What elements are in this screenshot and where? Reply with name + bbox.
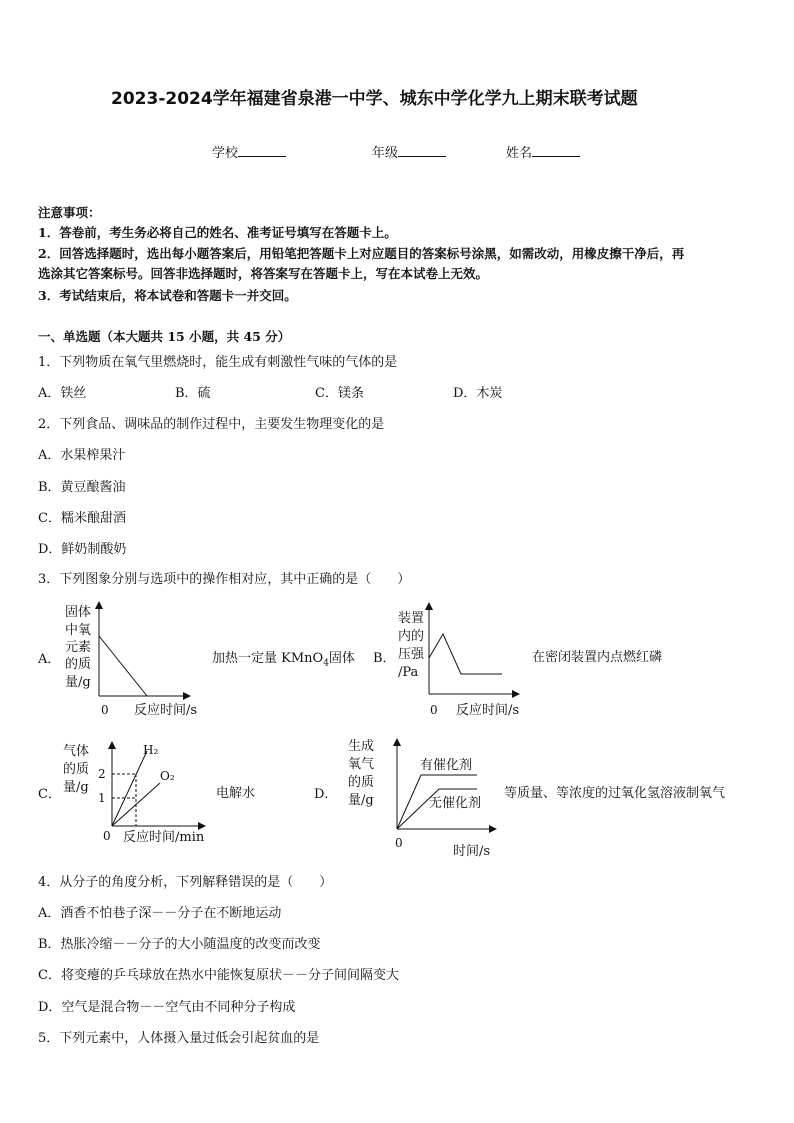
q4-option-d[interactable]: D．空气是混合物－－空气由不同种分子构成 (38, 1000, 296, 1015)
graph-a-ylabel (65, 604, 91, 690)
name-blank[interactable] (532, 144, 580, 157)
h2-line (112, 751, 147, 826)
q2-option-a[interactable]: A．水果榨果汁 (38, 448, 126, 463)
section-heading: 一、单选题（本大题共 15 小题，共 45 分） (38, 329, 291, 344)
ylabel-line: 气体 (63, 744, 90, 759)
no-catalyst-label: 无催化剂 (429, 796, 482, 811)
o2-label: O₂ (160, 769, 175, 783)
q4-option-a[interactable]: A．酒香不怕巷子深－－分子在不断地运动 (38, 906, 282, 921)
q3-option-c-desc: 电解水 (216, 786, 256, 801)
ylabel-line: 元素 (65, 640, 92, 655)
y-tick-label: 2 (98, 767, 106, 781)
q3-option-a-desc (212, 651, 355, 669)
graph-d-ylabel (348, 738, 374, 808)
y-axis-arrow (425, 602, 433, 610)
school-blank[interactable] (238, 144, 286, 157)
q1-option-c[interactable]: C．镁条 (315, 386, 364, 401)
ylabel-line: 量/g (348, 793, 374, 808)
q3-option-c-letter[interactable]: C． (38, 787, 61, 802)
x-axis-label: 时间/s (453, 844, 491, 859)
ylabel-line: 固体 (65, 605, 92, 620)
ylabel-line: 量/g (63, 780, 89, 795)
ylabel-line: 内的 (398, 629, 425, 644)
y-axis-arrow (108, 741, 116, 749)
question-4-stem: 4．从分子的角度分析，下列解释错误的是（ ） (38, 875, 333, 890)
q3-option-a-letter[interactable]: A． (38, 652, 61, 667)
q3-option-b-desc: 在密闭装置内点燃红磷 (532, 650, 663, 665)
origin-label: 0 (101, 703, 109, 717)
y-tick-label: 1 (98, 791, 106, 805)
x-axis-arrow (512, 690, 520, 698)
desc-subscript: 4 (323, 658, 329, 669)
q3-graph-c (60, 738, 230, 848)
question-5-stem: 5．下列元素中，人体摄入量过低会引起贫血的是 (38, 1031, 320, 1046)
origin-label: 0 (430, 703, 438, 717)
question-3-stem: 3．下列图象分别与选项中的操作相对应，其中正确的是（ ） (38, 572, 411, 587)
q4-option-c[interactable]: C．将变瘪的乒乓球放在热水中能恢复原状－－分子间间隔变大 (38, 968, 399, 983)
x-axis-label: 反应时间/s (134, 703, 198, 718)
q1-option-b[interactable]: B．硫 (175, 386, 211, 401)
note-item: 3．考试结束后，将本试卷和答题卡一并交回。 (38, 288, 297, 303)
q1-option-d[interactable]: D．木炭 (453, 386, 503, 401)
ylabel-line: 装置 (398, 611, 425, 626)
q4-option-b[interactable]: B．热胀冷缩－－分子的大小随温度的改变而改变 (38, 937, 321, 952)
school-field[interactable] (212, 142, 286, 161)
grade-label: 年级 (372, 146, 399, 161)
notes-heading: 注意事项： (38, 205, 101, 220)
x-axis-arrow (489, 825, 497, 833)
ylabel-line: 氧气 (348, 757, 375, 772)
page-title: 2023-2024学年福建省泉港一中学、城东中学化学九上期末联考试题 (111, 89, 638, 109)
note-item: 1．答卷前，考生务必将自己的姓名、准考证号填写在答题卡上。 (38, 225, 397, 240)
h2-label: H₂ (143, 743, 159, 757)
y-axis-arrow (95, 601, 103, 609)
q2-option-d[interactable]: D．鲜奶制酸奶 (38, 542, 127, 557)
curve-line (99, 636, 147, 696)
origin-label: 0 (103, 829, 111, 843)
desc-text: 固体 (328, 651, 355, 666)
ylabel-line: 量/g (65, 675, 91, 690)
q3-option-d-desc: 等质量、等浓度的过氧化氢溶液制氧气 (504, 786, 726, 801)
ylabel-line: 的质 (65, 657, 92, 672)
q3-option-d-letter[interactable]: D． (314, 787, 338, 802)
q3-graph-d (345, 733, 525, 863)
note-item: 2．回答选择题时，选出每小题答案后，用铅笔把答题卡上对应题目的答案标号涂黑，如需改动，用橡皮擦干净后，再 (38, 246, 685, 261)
x-axis-label: 反应时间/s (456, 703, 520, 718)
grade-blank[interactable] (398, 144, 446, 157)
curve-line (429, 634, 502, 674)
ylabel-line: 的质 (348, 775, 375, 790)
ylabel-line: 中氧 (65, 623, 92, 638)
note-item: 选涂其它答案标号。回答非选择题时，将答案写在答题卡上，写在本试卷上无效。 (38, 266, 489, 281)
school-label: 学校 (212, 146, 239, 161)
ylabel-line: 生成 (348, 739, 375, 754)
name-field[interactable] (506, 142, 580, 161)
ylabel-line: 压强 (398, 647, 425, 662)
graph-b-ylabel (398, 610, 425, 680)
catalyst-label: 有催化剂 (420, 758, 473, 773)
question-1-stem: 1．下列物质在氧气里燃烧时，能生成有刺激性气味的气体的是 (38, 355, 398, 370)
origin-label: 0 (395, 836, 403, 850)
x-axis-arrow (183, 692, 191, 700)
graph-c-ylabel (63, 743, 89, 795)
question-2-stem: 2．下列食品、调味品的制作过程中，主要发生物理变化的是 (38, 417, 385, 432)
ylabel-line: 的质 (63, 762, 90, 777)
grade-field[interactable] (372, 142, 446, 161)
q1-option-a[interactable]: A．铁丝 (38, 386, 87, 401)
desc-text: 加热一定量 KMnO (212, 651, 324, 666)
q2-option-c[interactable]: C．糯米酿甜酒 (38, 511, 126, 526)
x-axis-arrow (198, 822, 206, 830)
ylabel-line: /Pa (398, 665, 419, 680)
x-axis-label: 反应时间/min (123, 830, 205, 845)
q3-option-b-letter[interactable]: B． (373, 651, 396, 666)
name-label: 姓名 (506, 146, 533, 161)
q2-option-b[interactable]: B．黄豆酿酱油 (38, 480, 126, 495)
y-axis-arrow (393, 738, 401, 746)
